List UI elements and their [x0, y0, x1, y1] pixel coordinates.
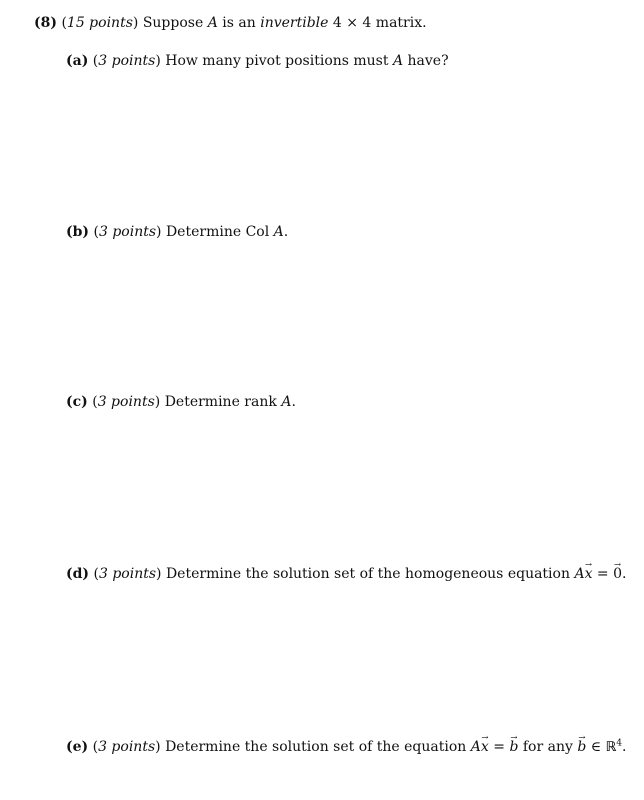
part-e-vector-b: → b	[509, 738, 518, 756]
part-e: (e) (3 points) Determine the solution set of the equation A→ x = → b for any → b ∈ ℝ$^4$.	[66, 738, 627, 757]
matrix-dimensions: 4 × 4	[332, 15, 372, 31]
part-a-points: 3 points	[98, 53, 156, 69]
part-e-text: Determine the solution set of the equation	[165, 739, 467, 755]
part-e-var: A	[470, 739, 481, 755]
part-d-text: Determine the solution set of the homogeneous equation	[165, 566, 570, 582]
problem-statement: (8) (15 points) Suppose A is an invertible 4 × 4 matrix.	[34, 15, 427, 31]
part-d-vector-x: → x	[585, 565, 593, 583]
problem-text-after: matrix.	[375, 15, 427, 31]
part-a-tail: have?	[407, 53, 449, 69]
problem-text-is-an: is an	[222, 15, 256, 31]
part-e-exponent: 4	[616, 738, 623, 749]
part-e-vector-x: → x	[481, 738, 489, 756]
part-d-var: A	[574, 566, 585, 582]
matrix-variable: A	[207, 15, 218, 31]
part-e-real-space: ℝ	[605, 740, 617, 755]
part-e-points: 3 points	[98, 739, 156, 755]
part-b: (b) (3 points) Determine Col A.	[66, 224, 289, 240]
part-d-points: 3 points	[98, 566, 157, 582]
part-e-in: ∈	[590, 739, 602, 755]
problem-number: (8)	[34, 15, 57, 31]
part-c-points: 3 points	[97, 394, 155, 410]
part-b-label: (b)	[66, 224, 90, 240]
part-b-tail: .	[283, 224, 289, 240]
part-d-tail: .	[622, 566, 627, 582]
part-a: (a) (3 points) How many pivot positions must A have?	[66, 53, 449, 69]
part-b-points: 3 points	[98, 224, 157, 240]
part-c: (c) (3 points) Determine rank A.	[66, 394, 296, 410]
emphasis-invertible: invertible	[260, 15, 329, 31]
part-e-vector-b2: → b	[577, 738, 586, 756]
part-d-equals: =	[596, 566, 609, 582]
part-c-text: Determine rank	[164, 394, 277, 410]
part-c-label: (c)	[66, 394, 88, 410]
part-e-tail: .	[622, 739, 627, 755]
part-e-label: (e)	[66, 739, 89, 755]
part-c-tail: .	[291, 394, 296, 410]
part-c-var: A	[281, 394, 292, 410]
problem-points: 15 points	[66, 15, 133, 31]
part-e-for-any: for any	[522, 739, 573, 755]
part-d: (d) (3 points) Determine the solution set of the homogeneous equation A→ x = → 0.	[66, 565, 626, 583]
part-d-zero-vector: → 0	[613, 565, 622, 583]
problem-text-before: Suppose	[142, 15, 204, 31]
part-d-label: (d)	[66, 566, 90, 582]
part-a-var: A	[392, 53, 404, 69]
part-b-text: Determine Col	[165, 224, 270, 240]
part-a-text: How many pivot positions must	[165, 53, 389, 69]
part-e-equals: =	[493, 739, 505, 755]
part-b-var: A	[273, 224, 284, 240]
part-a-label: (a)	[66, 53, 89, 69]
